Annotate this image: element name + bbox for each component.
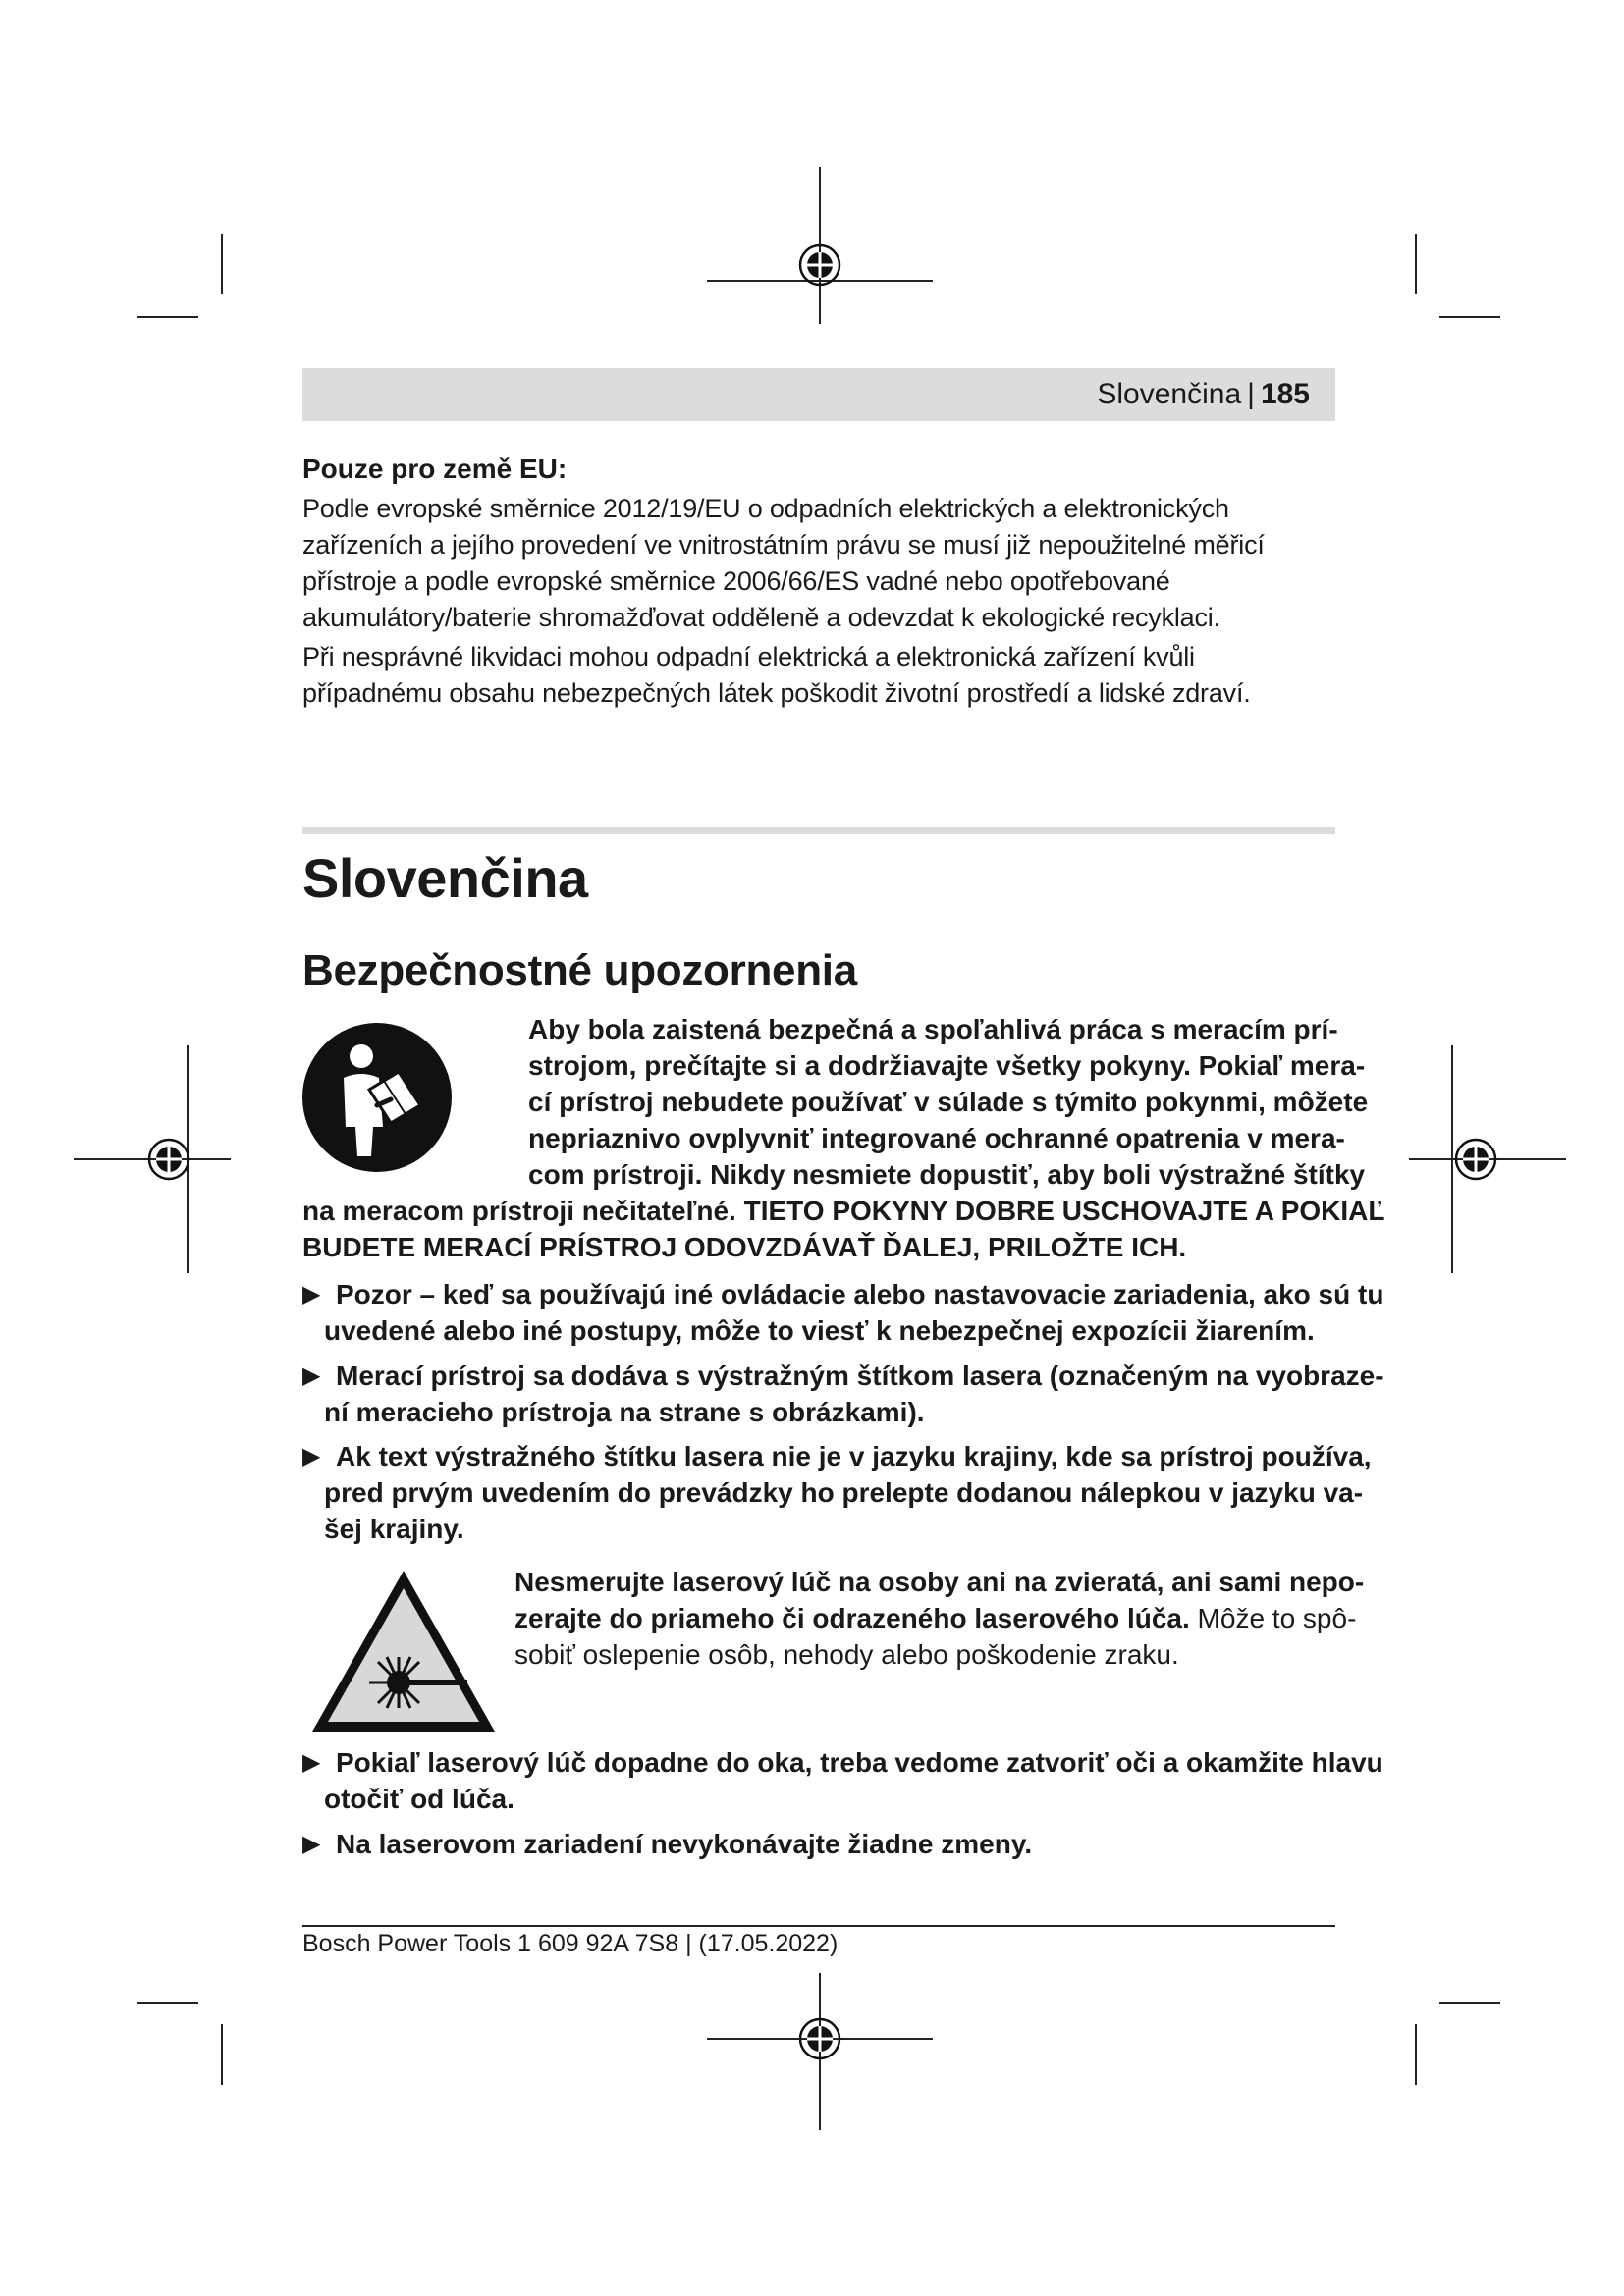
text-line: Podle evropské směrnice 2012/19/EU o odpadních elektrických a elektronických bbox=[302, 494, 1229, 523]
text-line: Na laserovom zariadení nevykonávajte žiadne zmeny. bbox=[336, 1829, 1033, 1859]
list-item bbox=[302, 1744, 1383, 1817]
text-line: nepriaznivo ovplyvniť integrované ochranné opatrenia v mera- bbox=[528, 1123, 1345, 1153]
bullet-arrow-icon: ▶ bbox=[302, 1281, 321, 1308]
subsection-title: Bezpečnostné upozornenia bbox=[302, 946, 857, 994]
text-line: Aby bola zaistená bezpečná a spoľahlivá práca s meracím prí- bbox=[528, 1014, 1338, 1044]
text-line: případnému obsahu nebezpečných látek poškodit životní prostředí a lidské zdraví. bbox=[302, 678, 1251, 708]
header-separator: | bbox=[1247, 378, 1255, 410]
laser-warning-icon bbox=[308, 1567, 499, 1735]
text-line: na meracom prístroji nečitateľné. TIETO POKYNY DOBRE USCHOVAJTE A POKIAĽ bbox=[302, 1196, 1385, 1226]
header-language: Slovenčina bbox=[1097, 378, 1242, 410]
crop-mark bbox=[137, 2002, 198, 2004]
text-line: pred prvým uvedením do prevádzky ho prelepte dodanou nálepkou v jazyku va- bbox=[324, 1477, 1364, 1508]
text-line: BUDETE MERACÍ PRÍSTROJ ODOVZDÁVAŤ ĎALEJ, PRILOŽTE ICH. bbox=[302, 1232, 1187, 1262]
text-line: ní meracieho prístroja na strane s obrázkami). bbox=[324, 1397, 925, 1427]
text-line: Pozor – keď sa používajú iné ovládacie alebo nastavovacie zariadenia, ako sú tu bbox=[336, 1279, 1384, 1309]
section-divider bbox=[302, 827, 1335, 834]
bullet-arrow-icon: ▶ bbox=[302, 1443, 321, 1469]
text-line: sobiť oslepenie osôb, nehody alebo poškodenie zraku. bbox=[514, 1639, 1179, 1670]
list-item bbox=[302, 1358, 1384, 1430]
text-line: Pokiaľ laserový lúč dopadne do oka, treba vedome zatvoriť oči a okamžite hlavu bbox=[336, 1747, 1383, 1778]
list-item bbox=[302, 1438, 1372, 1547]
laser-warning-bold: zerajte do priameho či odrazeného laserového lúča. bbox=[514, 1603, 1190, 1633]
page-header bbox=[302, 368, 1335, 421]
text-line: com prístroji. Nikdy nesmiete dopustiť, aby boli výstražné štítky bbox=[528, 1159, 1366, 1190]
crop-mark bbox=[221, 2024, 223, 2085]
crop-mark bbox=[1415, 234, 1417, 294]
text-line: zařízeních a jejího provedení ve vnitrostátním právu se musí již nepoužitelné měřicí bbox=[302, 530, 1265, 560]
registration-mark-icon bbox=[1451, 1135, 1500, 1184]
text-line: uvedené alebo iné postupy, môže to viesť k nebezpečnej expozícii žiarením. bbox=[324, 1315, 1315, 1346]
list-item bbox=[302, 1826, 1343, 1862]
text-line: otočiť od lúča. bbox=[324, 1784, 514, 1814]
crop-mark bbox=[137, 316, 198, 318]
text-line: cí prístroj nebudete používať v súlade s týmito pokynmi, môžete bbox=[528, 1087, 1369, 1117]
crop-mark bbox=[221, 234, 223, 294]
text-line: Nesmerujte laserový lúč na osoby ani na zvieratá, ani sami nepo- bbox=[514, 1567, 1365, 1597]
bullet-arrow-icon: ▶ bbox=[302, 1831, 321, 1857]
registration-mark-icon bbox=[795, 2014, 844, 2063]
crop-mark bbox=[1439, 2002, 1500, 2004]
text-line: akumulátory/baterie shromažďovat odděleně a odevzdat k ekologické recyklaci. bbox=[302, 603, 1220, 632]
text-line: Merací prístroj sa dodáva s výstražným štítkom lasera (označeným na vyobraze- bbox=[336, 1361, 1384, 1391]
section-title: Slovenčina bbox=[302, 847, 588, 909]
eu-paragraph-2 bbox=[302, 639, 1343, 712]
bullet-arrow-icon: ▶ bbox=[302, 1362, 321, 1389]
text-line: přístroje a podle evropské směrnice 2006/66/ES vadné nebo opotřebované bbox=[302, 566, 1170, 596]
intro-text-continued bbox=[302, 1193, 1385, 1265]
text-line: strojom, prečítajte si a dodržiavajte všetky pokyny. Pokiaľ mera- bbox=[528, 1050, 1366, 1081]
crop-mark bbox=[1439, 316, 1500, 318]
read-manual-icon bbox=[300, 1021, 454, 1174]
crop-mark bbox=[1415, 2024, 1417, 2085]
eu-section-title: Pouze pro země EU: bbox=[302, 454, 568, 484]
bullet-arrow-icon: ▶ bbox=[302, 1749, 321, 1776]
text-line: Ak text výstražného štítku lasera nie je v jazyku krajiny, kde sa prístroj používa, bbox=[336, 1441, 1372, 1471]
laser-warning-text bbox=[514, 1564, 1365, 1673]
list-item bbox=[302, 1276, 1384, 1349]
text-line bbox=[514, 1600, 1357, 1636]
laser-warning-normal: Môže to spô- bbox=[1189, 1603, 1357, 1633]
intro-text bbox=[528, 1011, 1369, 1193]
page-footer: Bosch Power Tools 1 609 92A 7S8 | (17.05.2022) bbox=[302, 1930, 839, 1957]
page-number: 185 bbox=[1260, 378, 1310, 410]
registration-mark-icon bbox=[144, 1135, 193, 1184]
registration-mark-icon bbox=[795, 240, 844, 290]
text-line: Při nesprávné likvidaci mohou odpadní elektrická a elektronická zařízení kvůli bbox=[302, 642, 1195, 671]
eu-paragraph-1 bbox=[302, 491, 1343, 636]
footer-divider bbox=[302, 1925, 1335, 1927]
text-line: šej krajiny. bbox=[324, 1514, 464, 1544]
